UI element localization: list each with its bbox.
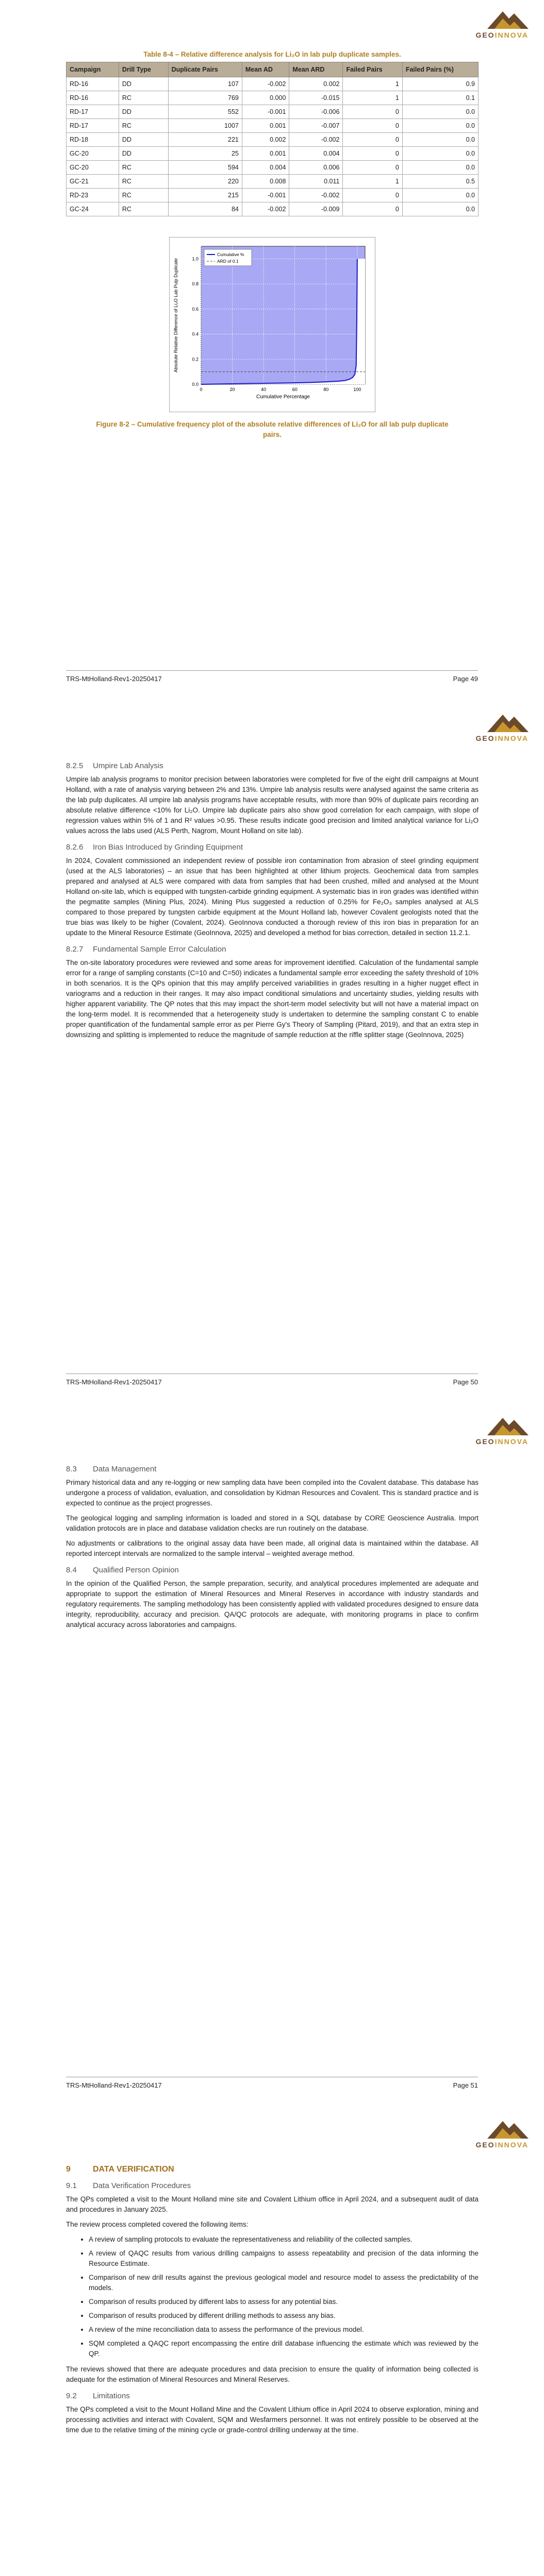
pulp-duplicate-table <box>66 62 479 216</box>
page-footer <box>66 670 478 683</box>
table-cell: 0 <box>343 133 402 147</box>
table-cell: RC <box>119 91 168 105</box>
table-cell: 0 <box>343 105 402 119</box>
table-cell: -0.001 <box>242 189 289 202</box>
table-cell: -0.001 <box>242 105 289 119</box>
table-cell: DD <box>119 147 168 161</box>
column-header: Mean AD <box>242 62 289 77</box>
table-cell: 0 <box>343 189 402 202</box>
x-tick-label: 0 <box>200 387 203 392</box>
table-row <box>67 175 479 189</box>
page-footer <box>66 1374 478 1386</box>
table-row <box>67 202 479 216</box>
logo-wordmark: GEOINNOVA <box>475 1437 529 1446</box>
table-cell: DD <box>119 133 168 147</box>
table-cell: 0 <box>343 161 402 175</box>
column-header: Failed Pairs <box>343 62 402 77</box>
list-item: • Comparison of results produced by different labs to assess for any potential bias. <box>89 2297 479 2307</box>
paragraph: The geological logging and sampling information is loaded and stored in a SQL database by CORE Geoscience Australia. Import validation protocols are in place and database validation checks are run routinely on the database. <box>66 1514 479 1532</box>
geoinnova-logo <box>461 1415 529 1448</box>
table-cell: -0.009 <box>289 202 343 216</box>
doc-id: TRS-MtHolland-Rev1-20250417 <box>66 2081 162 2089</box>
table-cell: 0.004 <box>289 147 343 161</box>
column-header: Duplicate Pairs <box>168 62 242 77</box>
page-52 <box>0 2110 544 2576</box>
table-cell: 0 <box>343 119 402 133</box>
y-tick-label: 0.6 <box>192 306 199 312</box>
logo-wordmark: GEOINNOVA <box>475 734 529 742</box>
table-row <box>67 91 479 105</box>
table-cell: -0.015 <box>289 91 343 105</box>
table-cell: 1 <box>343 175 402 189</box>
mountain-logo-icon <box>487 1415 529 1435</box>
doc-id: TRS-MtHolland-Rev1-20250417 <box>66 1378 162 1386</box>
list-item: • A review of sampling protocols to evaluate the representativeness and reliability of the collected samples. <box>89 2234 479 2245</box>
page-50 <box>0 703 544 1406</box>
list-item: • Comparison of results produced by different drilling methods to assess any bias. <box>89 2311 479 2321</box>
mountain-logo-icon <box>487 8 529 29</box>
page-number: Page 51 <box>453 2081 478 2089</box>
x-tick-label: 40 <box>261 387 267 392</box>
table-row <box>67 105 479 119</box>
doc-id: TRS-MtHolland-Rev1-20250417 <box>66 675 162 683</box>
x-axis-label: Cumulative Percentage <box>256 394 310 400</box>
table-title: Table 8-4 – Relative difference analysis for Li₂O in lab pulp duplicate samples. <box>143 50 401 58</box>
geoinnova-logo <box>461 711 529 744</box>
paragraph: In the opinion of the Qualified Person, the sample preparation, security, and analytical procedures implemented are adequate and appropriate to support the estimation of Mineral Resources and Mineral Reserves in accordance with industry standards and regulatory requirements. The sampling methodology has been consistently applied with validated procedures designed to ensure data integrity, reproducibility, accuracy and precision. QA/QC protocols are adequate, with monitoring programs in place to confirm analytical accuracy across laboratories and campaigns. <box>66 1580 479 1629</box>
review-items-list <box>66 2234 479 2359</box>
table-cell: 769 <box>168 91 242 105</box>
table-cell: 0.008 <box>242 175 289 189</box>
table-row <box>67 147 479 161</box>
table-cell: 0.0 <box>402 147 478 161</box>
paragraph: Umpire lab analysis programs to monitor precision between laboratories were completed for five of the eight drill campaigns at Mount Holland, with a rate of analysis varying between 2% and 13%. Umpire lab analysis results were analysed against the same criteria as the lab pulp duplicates. All umpire lab analysis programs have acceptable results, with more than 90% of duplicate pairs recording an absolute relative difference <10% for Li₂O. Umpire lab duplicate pairs also show good correlation for each campaign, with slope of regression values within 5% of 1 and R² values >0.95. These results indicate good precision and limited analytical variance for Li₂O values across the labs used (ALS Perth, Nagrom, Mount Holland on site lab). <box>66 775 479 835</box>
table-cell: 0.1 <box>402 91 478 105</box>
table-cell: 84 <box>168 202 242 216</box>
table-cell: -0.007 <box>289 119 343 133</box>
logo-wordmark: GEOINNOVA <box>475 31 529 39</box>
table-cell: RC <box>119 175 168 189</box>
chart-svg <box>169 237 375 412</box>
y-tick-label: 1.0 <box>192 256 199 262</box>
table-cell: 0.0 <box>402 189 478 202</box>
y-tick-label: 0.8 <box>192 281 199 287</box>
page-footer <box>66 2077 478 2089</box>
table-cell: 0.000 <box>242 91 289 105</box>
table-cell: 1007 <box>168 119 242 133</box>
table-cell: RD-17 <box>67 119 119 133</box>
section-heading: 8.2.5 Umpire Lab Analysis <box>66 761 163 770</box>
plot-area <box>201 246 365 384</box>
table-cell: RD-18 <box>67 133 119 147</box>
list-item: • Comparison of new drill results against the previous geological model and resource model to assess the predictability of the models. <box>89 2273 479 2293</box>
table-cell: 552 <box>168 105 242 119</box>
table-cell: GC-20 <box>67 161 119 175</box>
table-cell: RD-16 <box>67 77 119 91</box>
logo-wordmark: GEOINNOVA <box>475 2141 529 2149</box>
table-cell: GC-21 <box>67 175 119 189</box>
table-cell: RD-17 <box>67 105 119 119</box>
column-header: Drill Type <box>119 62 168 77</box>
table-cell: -0.002 <box>289 133 343 147</box>
paragraph: In 2024, Covalent commissioned an independent review of possible iron contamination from abrasion of steel grinding equipment (used at the ALS laboratories) – an issue that has been highlighted at other lithium projects. Geochemical data from samples prepared and analysed at ALS were compared with data from samples that had been crushed, milled and analysed at the Mount Holland on-site lab, which is equipped with tungsten-carbide grinding equipment. A systematic bias in iron grades was identified within the pegmatite samples (Mining Plus, 2024). Mining Plus suggested a reduction of 0.25% for Fe₂O₃ samples analysed at ALS compared to those prepared by tungsten carbide equipment at the Mount Holland lab, however Covalent geologists noted that the true bias was likely to be higher (Covalent, 2024). GeoInnova conducted a thorough review of this iron bias in preparation for an update to the Mineral Resource Estimate (GeoInnova, 2025) and developed a method for bias correction, detailed in section 11.2.1. <box>66 857 479 937</box>
figure-caption: Figure 8-2 – Cumulative frequency plot of the absolute relative differences of Li₂O for all lab pulp duplicate pairs. <box>96 420 449 438</box>
paragraph: Primary historical data and any re-logging or new sampling data have been compiled into the Covalent database. This database has undergone a process of validation, evaluation, and consolidation by Kidman Resources and Covalent. This is standard practice and is expected to continue as the project progresses. <box>66 1479 479 1507</box>
table-row <box>67 77 479 91</box>
column-header: Campaign <box>67 62 119 77</box>
table-row <box>67 119 479 133</box>
table-cell: 107 <box>168 77 242 91</box>
section-heading: 9.1 Data Verification Procedures <box>66 2181 191 2190</box>
paragraph: No adjustments or calibrations to the original assay data have been made, all original data is maintained within the database. All reported intercept intervals are normalized to the sample interval – weighted average method. <box>66 1539 479 1557</box>
table-cell: DD <box>119 77 168 91</box>
table-cell: RC <box>119 161 168 175</box>
table-cell: 0.001 <box>242 119 289 133</box>
geoinnova-logo <box>461 2118 529 2151</box>
x-tick-label: 20 <box>229 387 235 392</box>
table-cell: 0.006 <box>289 161 343 175</box>
table-cell: 594 <box>168 161 242 175</box>
geoinnova-logo <box>461 8 529 41</box>
paragraph: The reviews showed that there are adequate procedures and data precision to ensure the quality of information being collected is adequate for the estimation of Mineral Resources and Mineral Reserves. <box>66 2365 479 2383</box>
column-header: Failed Pairs (%) <box>402 62 478 77</box>
x-tick-label: 60 <box>292 387 298 392</box>
chapter-heading: 9 DATA VERIFICATION <box>66 2165 174 2174</box>
table-cell: 0.0 <box>402 202 478 216</box>
section-heading: 9.2 Limitations <box>66 2392 130 2400</box>
x-tick-label: 80 <box>323 387 329 392</box>
table-cell: RD-23 <box>67 189 119 202</box>
table-cell: 220 <box>168 175 242 189</box>
table-cell: 1 <box>343 91 402 105</box>
table-cell: RD-16 <box>67 91 119 105</box>
legend-label: Cumulative % <box>217 252 244 257</box>
table-cell: -0.002 <box>242 77 289 91</box>
list-item: • A review of QAQC results from various drilling campaigns to assess repeatability and precision of the data informing the Resource Estimate. <box>89 2248 479 2269</box>
chart-legend <box>204 249 252 266</box>
table-cell: -0.006 <box>289 105 343 119</box>
table-cell: RC <box>119 202 168 216</box>
table-cell: 0.001 <box>242 147 289 161</box>
y-axis-label: Absolute Relative Difference of Li₂O Lab Pulp Duplicate <box>173 258 178 372</box>
table-row <box>67 133 479 147</box>
table-cell: 0.002 <box>289 77 343 91</box>
table-cell: 215 <box>168 189 242 202</box>
page-number: Page 49 <box>453 675 478 683</box>
table-cell: -0.002 <box>289 189 343 202</box>
page-number: Page 50 <box>453 1378 478 1386</box>
y-tick-label: 0.0 <box>192 382 199 387</box>
table-cell: 0.9 <box>402 77 478 91</box>
table-row <box>67 189 479 202</box>
y-tick-label: 0.4 <box>192 331 199 337</box>
table-cell: 0 <box>343 202 402 216</box>
cumulative-frequency-chart <box>169 237 375 415</box>
mountain-logo-icon <box>487 2118 529 2139</box>
list-item: • SQM completed a QAQC report encompassing the entire drill database influencing the estimate which was reviewed by the QP. <box>89 2338 479 2359</box>
table-cell: 0.002 <box>242 133 289 147</box>
table-cell: 0.0 <box>402 161 478 175</box>
y-tick-label: 0.2 <box>192 357 199 362</box>
column-header: Mean ARD <box>289 62 343 77</box>
paragraph: The QPs completed a visit to the Mount Holland mine site and Covalent Lithium office in April 2024, and a subsequent audit of data and procedures in January 2025. <box>66 2195 479 2213</box>
section-heading: 8.3 Data Management <box>66 1465 157 1473</box>
table-cell: 0.0 <box>402 105 478 119</box>
table-cell: RC <box>119 189 168 202</box>
list-item: • A review of the mine reconciliation data to assess the performance of the previous model. <box>89 2325 479 2335</box>
table-cell: 25 <box>168 147 242 161</box>
legend-label: ARD of 0.1 <box>217 259 239 264</box>
table-cell: GC-20 <box>67 147 119 161</box>
table-cell: 0.0 <box>402 119 478 133</box>
table-cell: DD <box>119 105 168 119</box>
table-cell: -0.002 <box>242 202 289 216</box>
table-row <box>67 161 479 175</box>
table-cell: 0 <box>343 147 402 161</box>
table-cell: 1 <box>343 77 402 91</box>
page-49 <box>0 0 544 703</box>
section-heading: 8.2.6 Iron Bias Introduced by Grinding Equipment <box>66 843 243 852</box>
table-cell: 221 <box>168 133 242 147</box>
table-cell: 0.0 <box>402 133 478 147</box>
section-heading: 8.4 Qualified Person Opinion <box>66 1566 179 1574</box>
page-51 <box>0 1406 544 2110</box>
paragraph: The review process completed covered the following items: <box>66 2221 249 2228</box>
mountain-logo-icon <box>487 711 529 732</box>
table-cell: 0.011 <box>289 175 343 189</box>
table-cell: RC <box>119 119 168 133</box>
paragraph: The QPs completed a visit to the Mount Holland Mine and the Covalent Lithium office in April 2024 to observe exploration, mining and processing activities and interact with Covalent, SQM and Wesfarmers personnel. It was not entirely possible to be observed at the time due to the relative timing of the mining cycle or grade-control drilling underway at the time. <box>66 2405 479 2434</box>
section-heading: 8.2.7 Fundamental Sample Error Calculation <box>66 945 226 954</box>
table-cell: 0.004 <box>242 161 289 175</box>
table-cell: 0.5 <box>402 175 478 189</box>
table-cell: GC-24 <box>67 202 119 216</box>
paragraph: The on-site laboratory procedures were reviewed and some areas for improvement identified. Calculation of the fundamental sample error for a range of sampling constants (C=10 and C=50) indicates a fundamental sample error exceeding the safety threshold of 10% in both scenarios. It is the QPs opinion that this may amplify perceived variabilities in grades resulting in a higher nugget effect in variograms and a reduction in their ranges. It may also impact conditional simulations and uncertainty studies, yielding results with higher apparent variability. The QP notes that this may impact the short-term model selectivity but will not have a material impact on the long-term model. It is recommended that a heterogeneity study is undertaken to determine the sampling constant C to enable proper quantification of the fundamental sample error as per Pierre Gy's Theory of Sampling (Pitard, 2019), and that an extra step in downsizing and splitting is implemented to reduce the magnitude of sample reduction at the riffle splitter stage (GeoInnova, 2025) <box>66 959 479 1039</box>
x-tick-label: 100 <box>353 387 361 392</box>
